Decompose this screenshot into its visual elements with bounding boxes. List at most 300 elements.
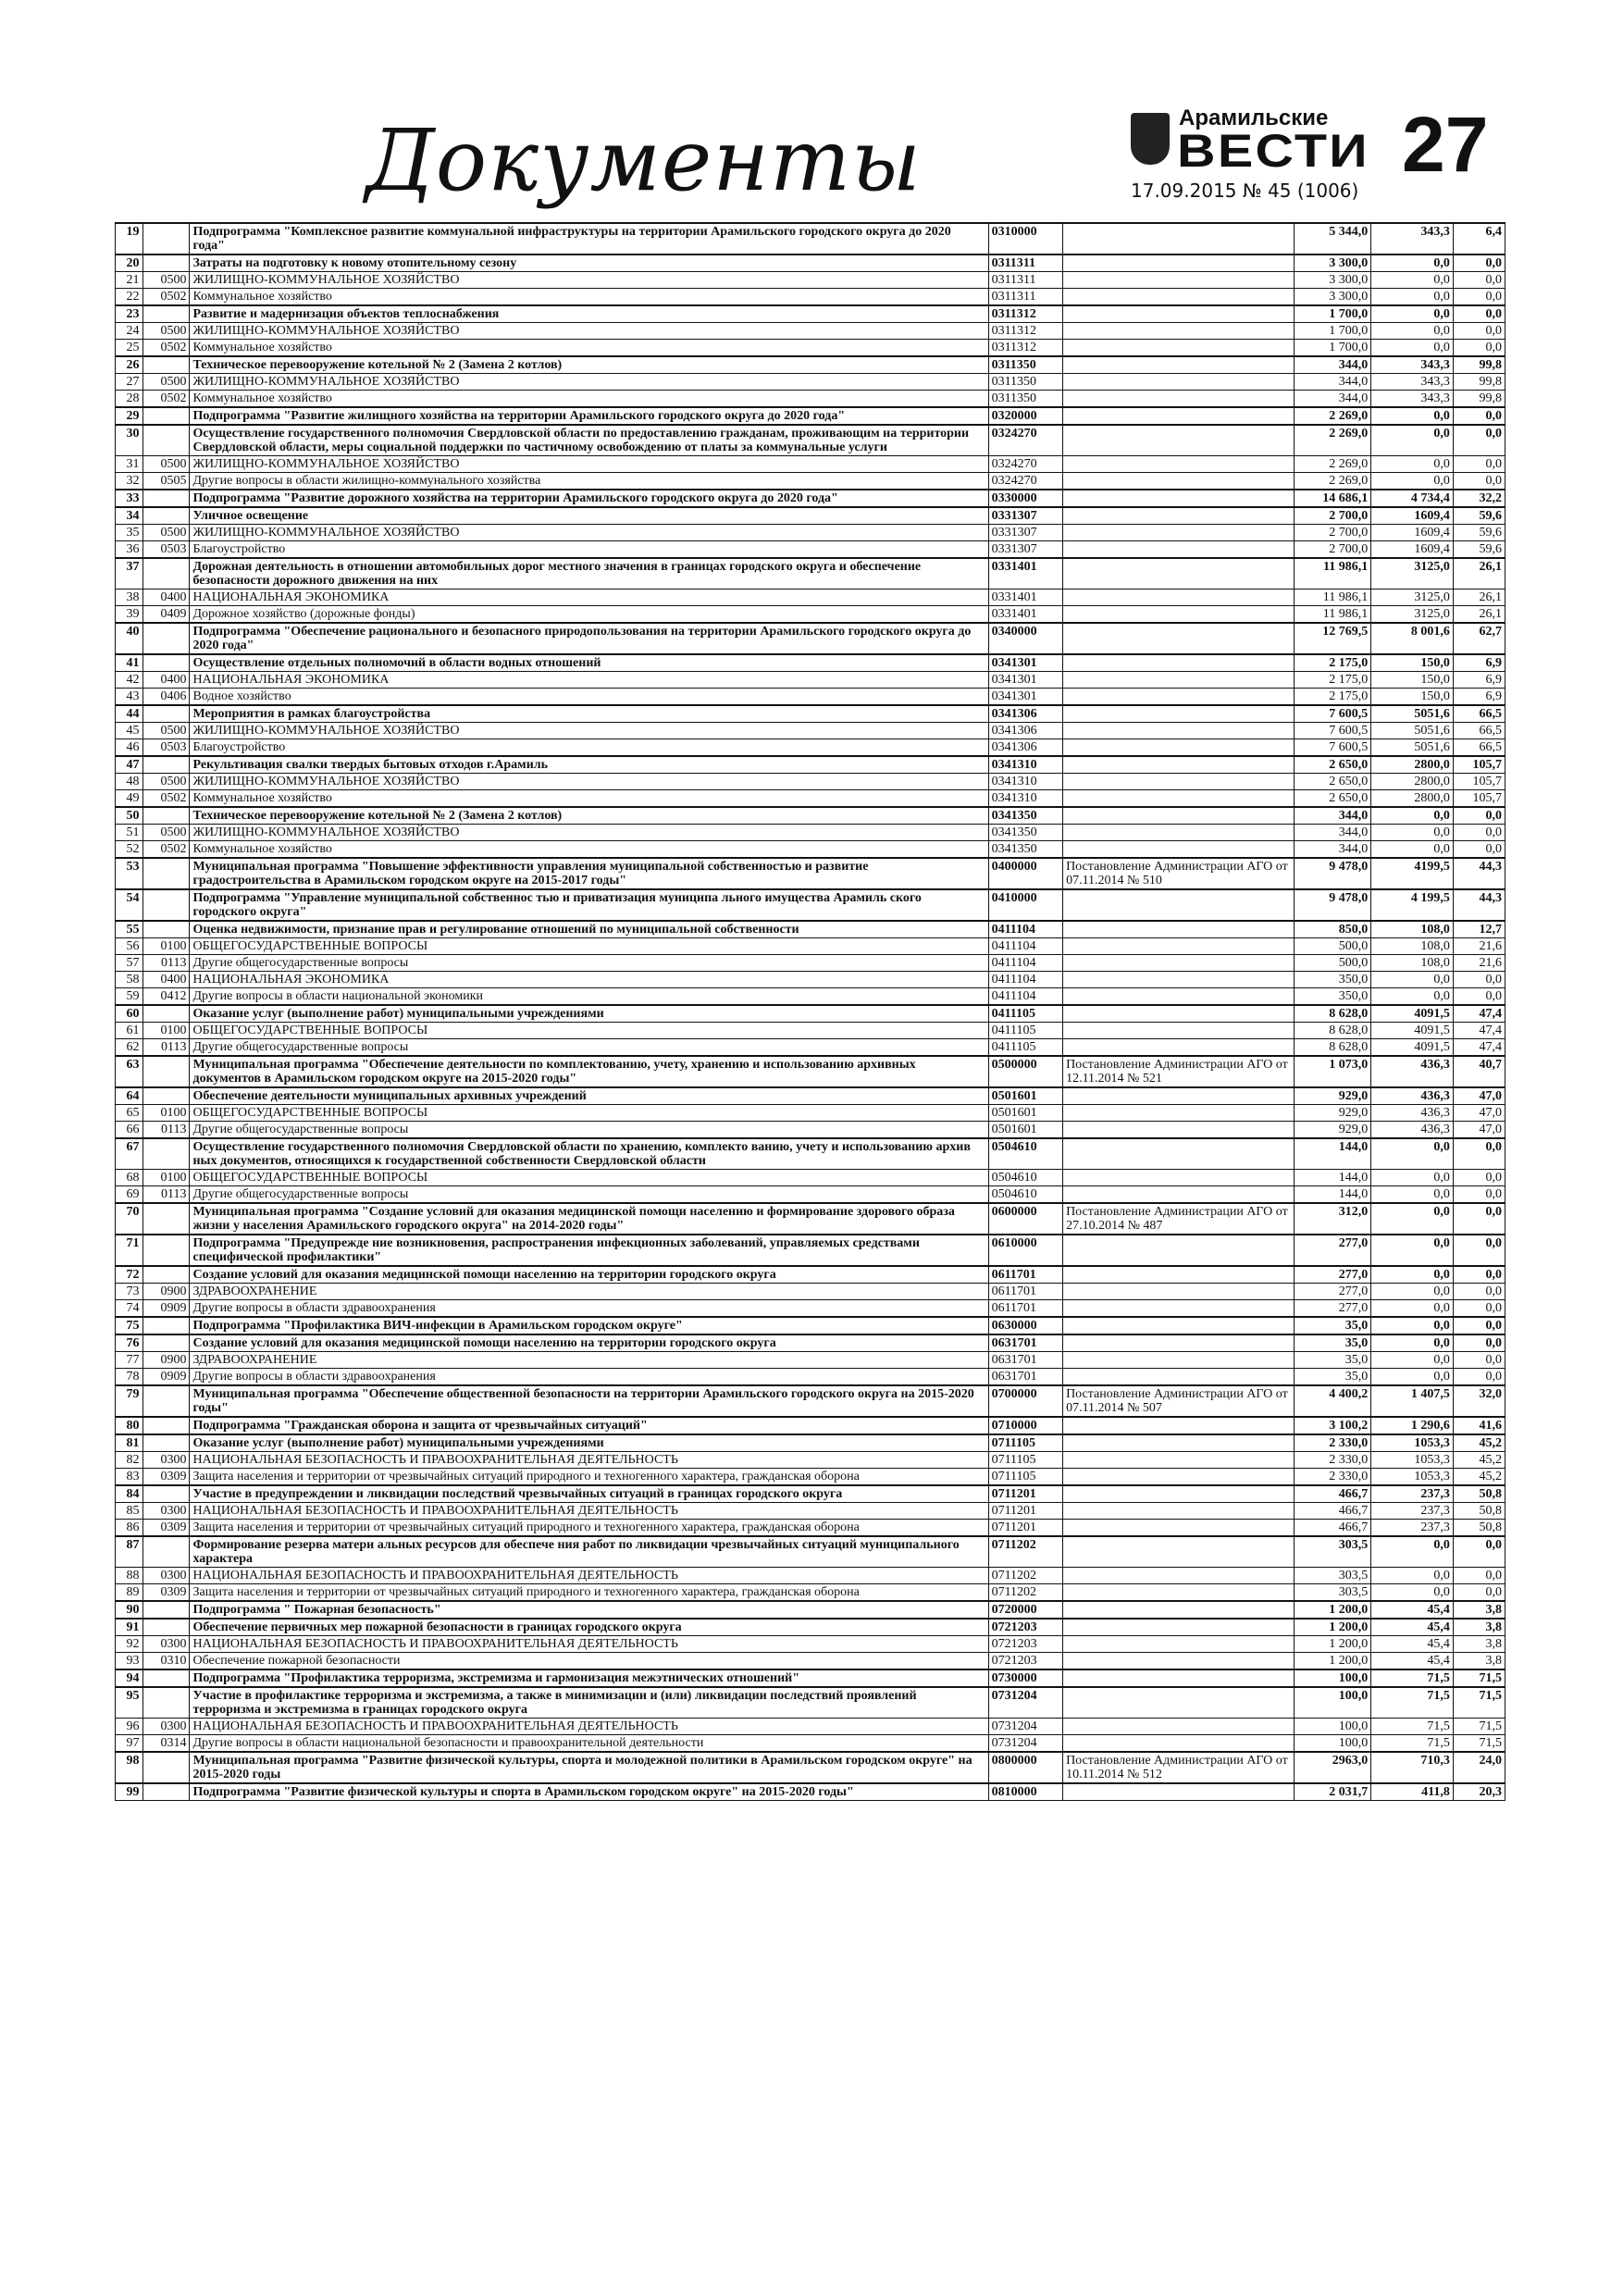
plan-amount: 100,0: [1294, 1687, 1371, 1719]
plan-amount: 2963,0: [1294, 1752, 1371, 1783]
document-ref: [1063, 340, 1295, 357]
row-number: 62: [116, 1039, 143, 1057]
table-row: [116, 1087, 1505, 1105]
item-name: НАЦИОНАЛЬНАЯ ЭКОНОМИКА: [190, 672, 988, 689]
actual-amount: 237,3: [1371, 1520, 1454, 1537]
row-number: 42: [116, 672, 143, 689]
section-code: 0309: [142, 1469, 190, 1486]
percent: 12,7: [1453, 921, 1505, 938]
percent: 59,6: [1453, 541, 1505, 559]
actual-amount: 3125,0: [1371, 558, 1454, 590]
table-row: [116, 972, 1505, 988]
target-code: 0331401: [988, 558, 1063, 590]
percent: 3,8: [1453, 1601, 1505, 1619]
target-code: 0631701: [988, 1352, 1063, 1369]
target-code: 0330000: [988, 490, 1063, 507]
plan-amount: 2 330,0: [1294, 1469, 1371, 1486]
plan-amount: 277,0: [1294, 1266, 1371, 1284]
item-name: ЖИЛИЩНО-КОММУНАЛЬНОЕ ХОЗЯЙСТВО: [190, 825, 988, 841]
row-number: 82: [116, 1452, 143, 1469]
document-ref: [1063, 1284, 1295, 1300]
section-code: [142, 356, 190, 374]
document-ref: [1063, 1122, 1295, 1139]
target-code: 0341301: [988, 654, 1063, 672]
target-code: 0341350: [988, 807, 1063, 825]
actual-amount: 45,4: [1371, 1653, 1454, 1670]
row-number: 19: [116, 223, 143, 254]
percent: 0,0: [1453, 289, 1505, 306]
plan-amount: 2 330,0: [1294, 1452, 1371, 1469]
table-row: [116, 705, 1505, 723]
plan-amount: 4 400,2: [1294, 1385, 1371, 1417]
table-row: [116, 223, 1505, 254]
actual-amount: 0,0: [1371, 972, 1454, 988]
actual-amount: 0,0: [1371, 1138, 1454, 1170]
row-number: 43: [116, 689, 143, 706]
document-ref: [1063, 1005, 1295, 1023]
section-code: [142, 756, 190, 774]
percent: 45,2: [1453, 1469, 1505, 1486]
table-row: [116, 1266, 1505, 1284]
actual-amount: 108,0: [1371, 955, 1454, 972]
row-number: 98: [116, 1752, 143, 1783]
percent: 66,5: [1453, 739, 1505, 757]
plan-amount: 11 986,1: [1294, 558, 1371, 590]
plan-amount: 344,0: [1294, 356, 1371, 374]
actual-amount: 3125,0: [1371, 590, 1454, 606]
target-code: 0611701: [988, 1300, 1063, 1318]
percent: 0,0: [1453, 254, 1505, 272]
percent: 47,4: [1453, 1039, 1505, 1057]
percent: 3,8: [1453, 1653, 1505, 1670]
table-row: [116, 889, 1505, 921]
table-row: [116, 340, 1505, 357]
target-code: 0731204: [988, 1735, 1063, 1753]
plan-amount: 1 200,0: [1294, 1619, 1371, 1636]
target-code: 0341301: [988, 672, 1063, 689]
actual-amount: 0,0: [1371, 1300, 1454, 1318]
table-row: [116, 1503, 1505, 1520]
target-code: 0311311: [988, 272, 1063, 289]
item-name: Водное хозяйство: [190, 689, 988, 706]
target-code: 0711202: [988, 1536, 1063, 1568]
actual-amount: 0,0: [1371, 841, 1454, 859]
row-number: 50: [116, 807, 143, 825]
percent: 32,0: [1453, 1385, 1505, 1417]
plan-amount: 466,7: [1294, 1520, 1371, 1537]
document-ref: [1063, 1317, 1295, 1334]
item-name: Другие вопросы в области здравоохранения: [190, 1300, 988, 1318]
table-row: [116, 1752, 1505, 1783]
row-number: 84: [116, 1485, 143, 1503]
document-ref: [1063, 606, 1295, 624]
section-code: 0300: [142, 1719, 190, 1735]
row-number: 97: [116, 1735, 143, 1753]
document-ref: [1063, 1334, 1295, 1352]
target-code: 0311311: [988, 289, 1063, 306]
row-number: 22: [116, 289, 143, 306]
target-code: 0310000: [988, 223, 1063, 254]
item-name: Подпрограмма "Комплексное развитие коммунальной инфраструктуры на территории Арамильского городского округа до 2020 года": [190, 223, 988, 254]
percent: 71,5: [1453, 1719, 1505, 1735]
plan-amount: 1 200,0: [1294, 1601, 1371, 1619]
plan-amount: 929,0: [1294, 1122, 1371, 1139]
percent: 99,8: [1453, 391, 1505, 408]
actual-amount: 1609,4: [1371, 541, 1454, 559]
actual-amount: 4 734,4: [1371, 490, 1454, 507]
issue-info: 17.09.2015 № 45 (1006): [1131, 180, 1359, 202]
actual-amount: 5051,6: [1371, 739, 1454, 757]
percent: 20,3: [1453, 1783, 1505, 1801]
section-code: [142, 654, 190, 672]
item-name: Подпрограмма "Профилактика ВИЧ-инфекции в Арамильском городском округе": [190, 1317, 988, 1334]
item-name: ЖИЛИЩНО-КОММУНАЛЬНОЕ ХОЗЯЙСТВО: [190, 774, 988, 790]
table-row: [116, 1122, 1505, 1139]
percent: 0,0: [1453, 425, 1505, 456]
percent: 0,0: [1453, 972, 1505, 988]
actual-amount: 0,0: [1371, 1317, 1454, 1334]
actual-amount: 0,0: [1371, 340, 1454, 357]
percent: 26,1: [1453, 606, 1505, 624]
item-name: Подпрограмма "Предупрежде ние возникновения, распространения инфекционных заболеваний, управляемых средствами специфической профилактики": [190, 1235, 988, 1266]
item-name: Мероприятия в рамках благоустройства: [190, 705, 988, 723]
section-code: [142, 1317, 190, 1334]
target-code: 0341310: [988, 790, 1063, 808]
section-code: 0409: [142, 606, 190, 624]
section-code: 0500: [142, 323, 190, 340]
table-row: [116, 1536, 1505, 1568]
actual-amount: 0,0: [1371, 425, 1454, 456]
section-code: [142, 623, 190, 654]
section-code: [142, 1005, 190, 1023]
section-code: [142, 1417, 190, 1434]
section-code: [142, 305, 190, 323]
section-code: 0113: [142, 1122, 190, 1139]
plan-amount: 14 686,1: [1294, 490, 1371, 507]
percent: 0,0: [1453, 807, 1505, 825]
percent: 47,0: [1453, 1122, 1505, 1139]
plan-amount: 2 269,0: [1294, 473, 1371, 490]
percent: 0,0: [1453, 1584, 1505, 1602]
plan-amount: 2 700,0: [1294, 541, 1371, 559]
plan-amount: 1 200,0: [1294, 1636, 1371, 1653]
table-row: [116, 323, 1505, 340]
plan-amount: 2 269,0: [1294, 456, 1371, 473]
row-number: 38: [116, 590, 143, 606]
percent: 59,6: [1453, 525, 1505, 541]
item-name: НАЦИОНАЛЬНАЯ БЕЗОПАСНОСТЬ И ПРАВООХРАНИТЕЛЬНАЯ ДЕЯТЕЛЬНОСТЬ: [190, 1503, 988, 1520]
plan-amount: 1 700,0: [1294, 340, 1371, 357]
plan-amount: 466,7: [1294, 1503, 1371, 1520]
row-number: 58: [116, 972, 143, 988]
row-number: 46: [116, 739, 143, 757]
coat-of-arms-icon: [1131, 113, 1170, 165]
item-name: ЗДРАВООХРАНЕНИЕ: [190, 1352, 988, 1369]
item-name: Муниципальная программа "Повышение эффективности управления муниципальной собственностью и развитие градостроительства в Арамильском городском округе на 2015-2017 годы": [190, 858, 988, 889]
target-code: 0711105: [988, 1469, 1063, 1486]
item-name: НАЦИОНАЛЬНАЯ БЕЗОПАСНОСТЬ И ПРАВООХРАНИТЕЛЬНАЯ ДЕЯТЕЛЬНОСТЬ: [190, 1636, 988, 1653]
table-row: [116, 1056, 1505, 1087]
target-code: 0331307: [988, 525, 1063, 541]
item-name: Оценка недвижимости, признание прав и регулирование отношений по муниципальной собственности: [190, 921, 988, 938]
percent: 0,0: [1453, 988, 1505, 1006]
section-code: [142, 254, 190, 272]
table-row: [116, 590, 1505, 606]
percent: 66,5: [1453, 723, 1505, 739]
target-code: 0721203: [988, 1619, 1063, 1636]
section-code: 0505: [142, 473, 190, 490]
item-name: Осуществление государственного полномочия Свердловской области по предоставлению гражданам, проживающим на территории Свердловской области, меры социальной поддержки по частичному освобождению от платы за коммунальные услуги: [190, 425, 988, 456]
section-code: [142, 1536, 190, 1568]
document-ref: [1063, 1300, 1295, 1318]
table-row: [116, 1138, 1505, 1170]
actual-amount: 4199,5: [1371, 858, 1454, 889]
row-number: 59: [116, 988, 143, 1006]
target-code: 0411104: [988, 972, 1063, 988]
target-code: 0324270: [988, 473, 1063, 490]
plan-amount: 277,0: [1294, 1284, 1371, 1300]
plan-amount: 277,0: [1294, 1300, 1371, 1318]
target-code: 0341350: [988, 841, 1063, 859]
percent: 0,0: [1453, 1284, 1505, 1300]
plan-amount: 277,0: [1294, 1235, 1371, 1266]
item-name: Муниципальная программа "Создание условий для оказания медицинской помощи населению и формирование здорового образа жизни у населения Арамильского городского округа" на 2014-2020 годы": [190, 1203, 988, 1235]
table-row: [116, 1636, 1505, 1653]
percent: 99,8: [1453, 374, 1505, 391]
target-code: 0631701: [988, 1369, 1063, 1386]
percent: 21,6: [1453, 955, 1505, 972]
table-row: [116, 1687, 1505, 1719]
percent: 50,8: [1453, 1485, 1505, 1503]
target-code: 0341306: [988, 723, 1063, 739]
item-name: ОБЩЕГОСУДАРСТВЕННЫЕ ВОПРОСЫ: [190, 938, 988, 955]
document-ref: [1063, 654, 1295, 672]
row-number: 49: [116, 790, 143, 808]
item-name: Обеспечение пожарной безопасности: [190, 1653, 988, 1670]
table-row: [116, 1601, 1505, 1619]
percent: 0,0: [1453, 825, 1505, 841]
row-number: 51: [116, 825, 143, 841]
actual-amount: 2800,0: [1371, 774, 1454, 790]
percent: 6,9: [1453, 654, 1505, 672]
actual-amount: 3125,0: [1371, 606, 1454, 624]
percent: 40,7: [1453, 1056, 1505, 1087]
target-code: 0411105: [988, 1023, 1063, 1039]
actual-amount: 436,3: [1371, 1105, 1454, 1122]
document-ref: [1063, 739, 1295, 757]
section-code: [142, 1056, 190, 1087]
row-number: 52: [116, 841, 143, 859]
item-name: Подпрограмма "Профилактика терроризма, экстремизма и гармонизация межэтнических отношений": [190, 1669, 988, 1687]
item-name: Коммунальное хозяйство: [190, 340, 988, 357]
plan-amount: 303,5: [1294, 1584, 1371, 1602]
section-code: 0300: [142, 1636, 190, 1653]
plan-amount: 929,0: [1294, 1105, 1371, 1122]
item-name: Уличное освещение: [190, 507, 988, 525]
plan-amount: 344,0: [1294, 807, 1371, 825]
document-ref: [1063, 254, 1295, 272]
row-number: 41: [116, 654, 143, 672]
percent: 71,5: [1453, 1735, 1505, 1753]
actual-amount: 71,5: [1371, 1719, 1454, 1735]
section-code: [142, 889, 190, 921]
row-number: 80: [116, 1417, 143, 1434]
section-code: [142, 1334, 190, 1352]
actual-amount: 1053,3: [1371, 1469, 1454, 1486]
target-code: 0311311: [988, 254, 1063, 272]
actual-amount: 45,4: [1371, 1636, 1454, 1653]
row-number: 56: [116, 938, 143, 955]
percent: 3,8: [1453, 1619, 1505, 1636]
row-number: 74: [116, 1300, 143, 1318]
section-code: [142, 490, 190, 507]
percent: 0,0: [1453, 340, 1505, 357]
plan-amount: 35,0: [1294, 1334, 1371, 1352]
plan-amount: 2 175,0: [1294, 689, 1371, 706]
plan-amount: 12 769,5: [1294, 623, 1371, 654]
section-code: 0500: [142, 723, 190, 739]
row-number: 89: [116, 1584, 143, 1602]
section-code: 0314: [142, 1735, 190, 1753]
item-name: ОБЩЕГОСУДАРСТВЕННЫЕ ВОПРОСЫ: [190, 1023, 988, 1039]
item-name: НАЦИОНАЛЬНАЯ БЕЗОПАСНОСТЬ И ПРАВООХРАНИТЕЛЬНАЯ ДЕЯТЕЛЬНОСТЬ: [190, 1719, 988, 1735]
section-code: 0300: [142, 1452, 190, 1469]
row-number: 44: [116, 705, 143, 723]
table-row: [116, 374, 1505, 391]
row-number: 23: [116, 305, 143, 323]
budget-table: [115, 222, 1505, 1801]
plan-amount: 144,0: [1294, 1170, 1371, 1186]
table-row: [116, 490, 1505, 507]
table-row: [116, 739, 1505, 757]
table-row: [116, 1300, 1505, 1318]
table-row: [116, 1417, 1505, 1434]
table-row: [116, 254, 1505, 272]
plan-amount: 3 100,2: [1294, 1417, 1371, 1434]
row-number: 28: [116, 391, 143, 408]
actual-amount: 45,4: [1371, 1601, 1454, 1619]
actual-amount: 343,3: [1371, 391, 1454, 408]
row-number: 92: [116, 1636, 143, 1653]
newspaper-logo: [1131, 104, 1369, 178]
document-ref: [1063, 841, 1295, 859]
target-code: 0501601: [988, 1122, 1063, 1139]
target-code: 0410000: [988, 889, 1063, 921]
percent: 66,5: [1453, 705, 1505, 723]
percent: 50,8: [1453, 1503, 1505, 1520]
plan-amount: 1 073,0: [1294, 1056, 1371, 1087]
percent: 0,0: [1453, 1334, 1505, 1352]
plan-amount: 2 269,0: [1294, 425, 1371, 456]
actual-amount: 0,0: [1371, 1266, 1454, 1284]
row-number: 21: [116, 272, 143, 289]
actual-amount: 71,5: [1371, 1687, 1454, 1719]
document-ref: [1063, 1138, 1295, 1170]
document-ref: [1063, 1369, 1295, 1386]
actual-amount: 0,0: [1371, 272, 1454, 289]
actual-amount: 237,3: [1371, 1485, 1454, 1503]
section-code: [142, 921, 190, 938]
row-number: 36: [116, 541, 143, 559]
table-row: [116, 1469, 1505, 1486]
section-code: 0113: [142, 1039, 190, 1057]
table-row: [116, 541, 1505, 559]
row-number: 77: [116, 1352, 143, 1369]
item-name: Защита населения и территории от чрезвычайных ситуаций природного и техногенного характера, гражданская оборона: [190, 1469, 988, 1486]
section-code: 0309: [142, 1584, 190, 1602]
actual-amount: 0,0: [1371, 1536, 1454, 1568]
percent: 41,6: [1453, 1417, 1505, 1434]
section-code: [142, 507, 190, 525]
plan-amount: 100,0: [1294, 1735, 1371, 1753]
actual-amount: 8 001,6: [1371, 623, 1454, 654]
percent: 26,1: [1453, 558, 1505, 590]
plan-amount: 303,5: [1294, 1536, 1371, 1568]
actual-amount: 411,8: [1371, 1783, 1454, 1801]
document-ref: [1063, 525, 1295, 541]
target-code: 0711105: [988, 1452, 1063, 1469]
actual-amount: 108,0: [1371, 938, 1454, 955]
document-ref: [1063, 972, 1295, 988]
row-number: 37: [116, 558, 143, 590]
actual-amount: 0,0: [1371, 1203, 1454, 1235]
actual-amount: 1053,3: [1371, 1452, 1454, 1469]
row-number: 27: [116, 374, 143, 391]
item-name: Благоустройство: [190, 541, 988, 559]
target-code: 0341310: [988, 774, 1063, 790]
target-code: 0711201: [988, 1520, 1063, 1537]
section-code: 0502: [142, 340, 190, 357]
section-code: 0909: [142, 1369, 190, 1386]
plan-amount: 3 300,0: [1294, 272, 1371, 289]
plan-amount: 1 200,0: [1294, 1653, 1371, 1670]
item-name: Коммунальное хозяйство: [190, 289, 988, 306]
document-ref: [1063, 1636, 1295, 1653]
document-ref: Постановление Администрации АГО от 12.11.2014 № 521: [1063, 1056, 1295, 1087]
plan-amount: 350,0: [1294, 988, 1371, 1006]
row-number: 78: [116, 1369, 143, 1386]
target-code: 0311350: [988, 356, 1063, 374]
target-code: 0501601: [988, 1087, 1063, 1105]
plan-amount: 3 300,0: [1294, 254, 1371, 272]
table-row: [116, 672, 1505, 689]
percent: 0,0: [1453, 1317, 1505, 1334]
table-row: [116, 1669, 1505, 1687]
document-ref: [1063, 1653, 1295, 1670]
percent: 105,7: [1453, 756, 1505, 774]
actual-amount: 0,0: [1371, 407, 1454, 425]
section-code: 0500: [142, 374, 190, 391]
table-row: [116, 305, 1505, 323]
row-number: 48: [116, 774, 143, 790]
actual-amount: 0,0: [1371, 1568, 1454, 1584]
document-ref: [1063, 272, 1295, 289]
section-code: [142, 1138, 190, 1170]
section-code: [142, 807, 190, 825]
table-row: [116, 988, 1505, 1006]
actual-amount: 45,4: [1371, 1619, 1454, 1636]
section-code: 0309: [142, 1520, 190, 1537]
table-row: [116, 1369, 1505, 1386]
actual-amount: 237,3: [1371, 1503, 1454, 1520]
actual-amount: 0,0: [1371, 1284, 1454, 1300]
table-row: [116, 1520, 1505, 1537]
table-row: [116, 1352, 1505, 1369]
percent: 71,5: [1453, 1669, 1505, 1687]
section-code: 0406: [142, 689, 190, 706]
section-code: [142, 1669, 190, 1687]
actual-amount: 1609,4: [1371, 525, 1454, 541]
